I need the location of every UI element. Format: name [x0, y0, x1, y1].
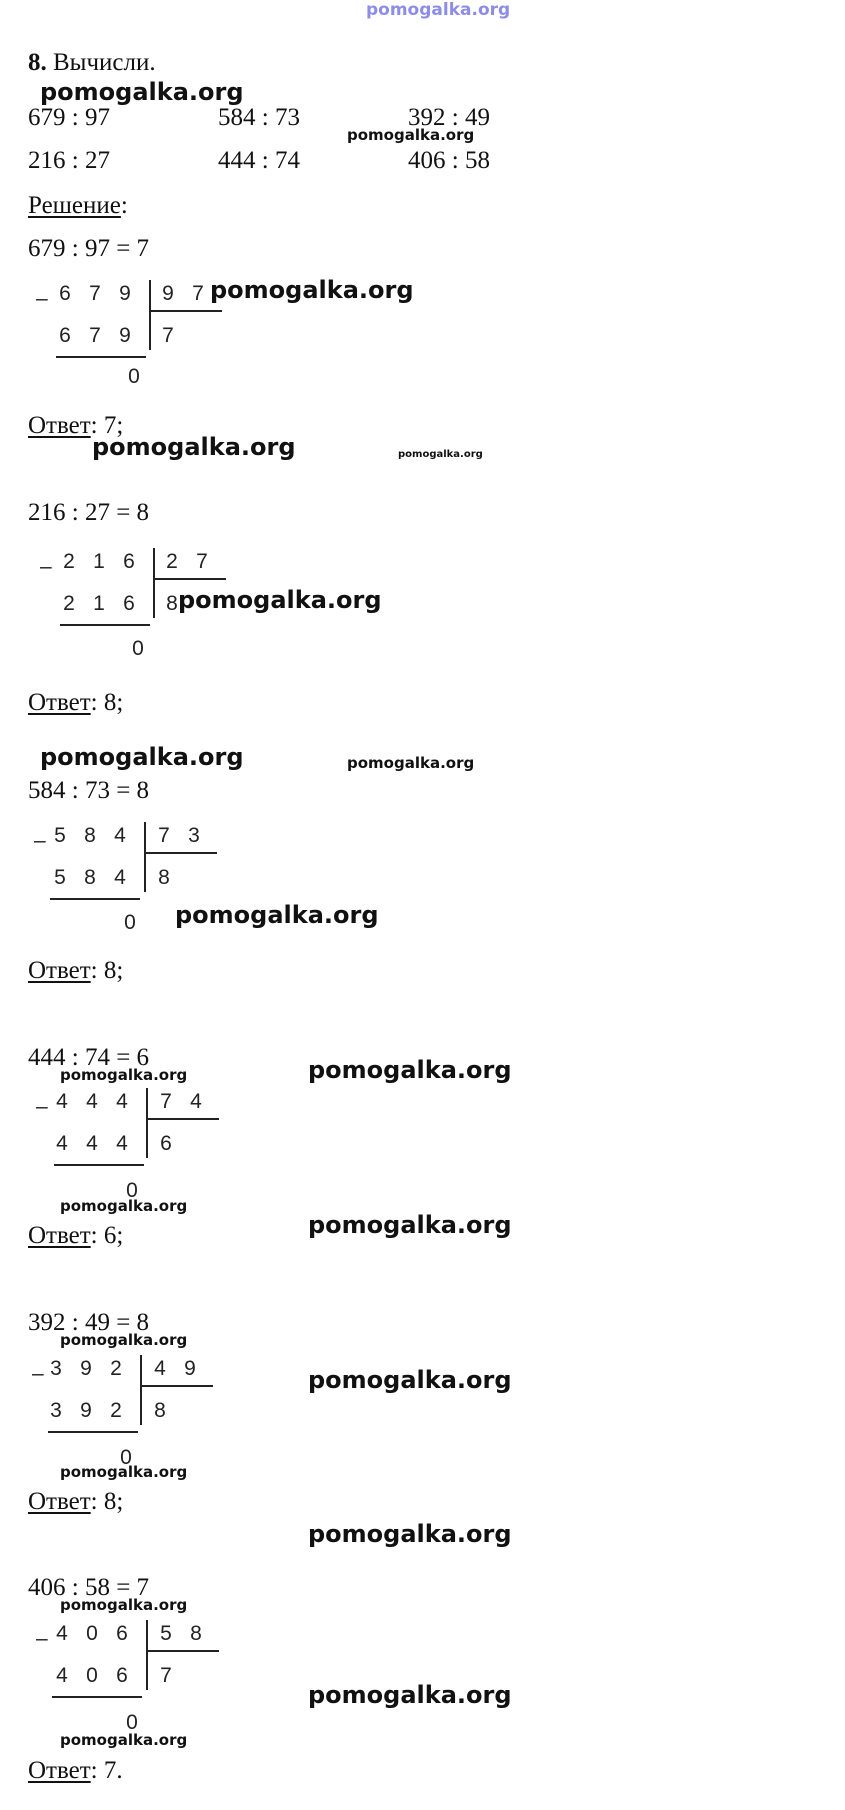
minus-sign: – — [32, 1362, 44, 1385]
division-bar — [144, 822, 146, 892]
equation: 584 : 73 = 8 — [28, 777, 150, 804]
watermark: pomogalka.org — [398, 449, 483, 460]
dividend-digit: 4 — [86, 1090, 98, 1113]
quotient-line — [147, 1118, 219, 1120]
watermark: pomogalka.org — [347, 754, 475, 772]
watermark: pomogalka.org — [308, 1211, 512, 1239]
subtrahend-digit: 3 — [50, 1399, 62, 1422]
solution-colon: : — [120, 192, 128, 219]
minus-sign: – — [36, 1095, 48, 1118]
quotient-line — [147, 1650, 219, 1652]
answer-label: Ответ — [28, 412, 91, 439]
solution-heading — [28, 193, 128, 218]
answer-value: : 8; — [90, 1488, 124, 1515]
divisor-digit: 9 — [162, 282, 174, 305]
answer-value: : 8; — [90, 689, 124, 716]
equation: 444 : 74 = 6 — [28, 1044, 150, 1071]
remainder-digit: 0 — [126, 1711, 138, 1734]
subtrahend-digit: 7 — [89, 324, 101, 347]
task-expression: 392 : 49 — [408, 104, 490, 131]
answer — [28, 958, 123, 983]
dividend-digit: 6 — [123, 550, 135, 573]
quotient-digit: 8 — [158, 866, 170, 889]
watermark: pomogalka.org — [60, 1331, 188, 1349]
subtraction-line — [48, 1431, 138, 1433]
quotient-line — [154, 578, 226, 580]
remainder-digit: 0 — [126, 1179, 138, 1202]
division-bar — [149, 280, 151, 350]
answer-label: Ответ — [28, 1222, 91, 1249]
watermark: pomogalka.org — [308, 1681, 512, 1709]
divisor-digit: 7 — [196, 550, 208, 573]
answer — [28, 1489, 123, 1514]
dividend-digit: 4 — [56, 1090, 68, 1113]
dividend-digit: 6 — [59, 282, 71, 305]
quotient-digit: 8 — [154, 1399, 166, 1422]
watermark: pomogalka.org — [308, 1366, 512, 1394]
watermark: pomogalka.org — [60, 1731, 188, 1749]
quotient-digit: 7 — [160, 1664, 172, 1687]
watermark: pomogalka.org — [308, 1056, 512, 1084]
answer — [28, 690, 123, 715]
subtrahend-digit: 4 — [114, 866, 126, 889]
answer-value: : 7; — [90, 412, 124, 439]
minus-sign: – — [36, 287, 48, 310]
divisor-digit: 2 — [166, 550, 178, 573]
divisor-digit: 7 — [192, 282, 204, 305]
long-division — [36, 1088, 236, 1208]
task-expression: 216 : 27 — [28, 147, 110, 174]
long-division — [36, 1620, 236, 1740]
divisor-digit: 7 — [160, 1090, 172, 1113]
watermark-top: pomogalka.org — [366, 0, 511, 20]
division-bar — [146, 1620, 148, 1690]
divisor-digit: 7 — [158, 824, 170, 847]
task-title: Вычисли. — [53, 49, 156, 76]
answer-label: Ответ — [28, 1757, 91, 1784]
quotient-digit: 8 — [166, 592, 178, 615]
remainder-digit: 0 — [124, 911, 136, 934]
long-division — [32, 1355, 232, 1475]
task-heading — [28, 50, 156, 75]
subtrahend-digit: 9 — [80, 1399, 92, 1422]
dividend-digit: 7 — [89, 282, 101, 305]
watermark: pomogalka.org — [92, 433, 296, 461]
dividend-digit: 0 — [86, 1622, 98, 1645]
subtraction-line — [56, 356, 146, 358]
remainder-digit: 0 — [132, 637, 144, 660]
subtraction-line — [60, 624, 150, 626]
dividend-digit: 8 — [84, 824, 96, 847]
subtrahend-digit: 2 — [110, 1399, 122, 1422]
watermark: pomogalka.org — [210, 276, 414, 304]
watermark: pomogalka.org — [347, 126, 475, 144]
subtraction-line — [54, 1164, 144, 1166]
task-expression: 584 : 73 — [218, 104, 300, 131]
subtrahend-digit: 2 — [63, 592, 75, 615]
divisor-digit: 5 — [160, 1622, 172, 1645]
quotient-line — [141, 1385, 213, 1387]
solution-label: Решение — [28, 192, 121, 219]
dividend-digit: 9 — [80, 1357, 92, 1380]
task-number: 8. — [28, 49, 47, 76]
dividend-digit: 4 — [116, 1090, 128, 1113]
watermark: pomogalka.org — [175, 901, 379, 929]
watermark: pomogalka.org — [308, 1520, 512, 1548]
divisor-digit: 4 — [154, 1357, 166, 1380]
quotient-digit: 7 — [162, 324, 174, 347]
remainder-digit: 0 — [128, 365, 140, 388]
task-expression: 679 : 97 — [28, 104, 110, 131]
answer-value: : 6; — [90, 1222, 124, 1249]
remainder-digit: 0 — [120, 1446, 132, 1469]
dividend-digit: 4 — [56, 1622, 68, 1645]
watermark: pomogalka.org — [60, 1596, 188, 1614]
dividend-digit: 2 — [63, 550, 75, 573]
quotient-digit: 6 — [160, 1132, 172, 1155]
subtrahend-digit: 4 — [86, 1132, 98, 1155]
divisor-digit: 8 — [190, 1622, 202, 1645]
watermark: pomogalka.org — [40, 743, 244, 771]
dividend-digit: 4 — [114, 824, 126, 847]
subtrahend-digit: 0 — [86, 1664, 98, 1687]
divisor-digit: 9 — [184, 1357, 196, 1380]
quotient-line — [145, 852, 217, 854]
division-bar — [153, 548, 155, 618]
subtraction-line — [50, 898, 140, 900]
subtraction-line — [52, 1696, 142, 1698]
watermark: pomogalka.org — [60, 1066, 188, 1084]
subtrahend-digit: 4 — [116, 1132, 128, 1155]
divisor-digit: 3 — [188, 824, 200, 847]
equation: 216 : 27 = 8 — [28, 499, 150, 526]
answer — [28, 1223, 123, 1248]
divisor-digit: 4 — [190, 1090, 202, 1113]
answer-value: : 7. — [90, 1757, 123, 1784]
equation: 679 : 97 = 7 — [28, 235, 150, 262]
watermark: pomogalka.org — [60, 1463, 188, 1481]
watermark: pomogalka.org — [178, 586, 382, 614]
minus-sign: – — [36, 1627, 48, 1650]
equation: 406 : 58 = 7 — [28, 1574, 150, 1601]
dividend-digit: 6 — [116, 1622, 128, 1645]
dividend-digit: 9 — [119, 282, 131, 305]
subtrahend-digit: 8 — [84, 866, 96, 889]
quotient-line — [150, 310, 222, 312]
subtrahend-digit: 4 — [56, 1132, 68, 1155]
division-bar — [146, 1088, 148, 1158]
equation: 392 : 49 = 8 — [28, 1309, 150, 1336]
subtrahend-digit: 4 — [56, 1664, 68, 1687]
answer-label: Ответ — [28, 957, 91, 984]
answer-label: Ответ — [28, 689, 91, 716]
subtrahend-digit: 6 — [59, 324, 71, 347]
subtrahend-digit: 1 — [93, 592, 105, 615]
subtrahend-digit: 5 — [54, 866, 66, 889]
dividend-digit: 3 — [50, 1357, 62, 1380]
subtrahend-digit: 6 — [123, 592, 135, 615]
answer-value: : 8; — [90, 957, 124, 984]
long-division — [36, 280, 236, 400]
dividend-digit: 2 — [110, 1357, 122, 1380]
minus-sign: – — [34, 829, 46, 852]
dividend-digit: 1 — [93, 550, 105, 573]
answer-label: Ответ — [28, 1488, 91, 1515]
watermark: pomogalka.org — [40, 78, 244, 106]
answer — [28, 1758, 123, 1783]
subtrahend-digit: 6 — [116, 1664, 128, 1687]
task-expression: 406 : 58 — [408, 147, 490, 174]
task-expression: 444 : 74 — [218, 147, 300, 174]
minus-sign: – — [40, 555, 52, 578]
subtrahend-digit: 9 — [119, 324, 131, 347]
watermark: pomogalka.org — [60, 1197, 188, 1215]
dividend-digit: 5 — [54, 824, 66, 847]
division-bar — [140, 1355, 142, 1425]
